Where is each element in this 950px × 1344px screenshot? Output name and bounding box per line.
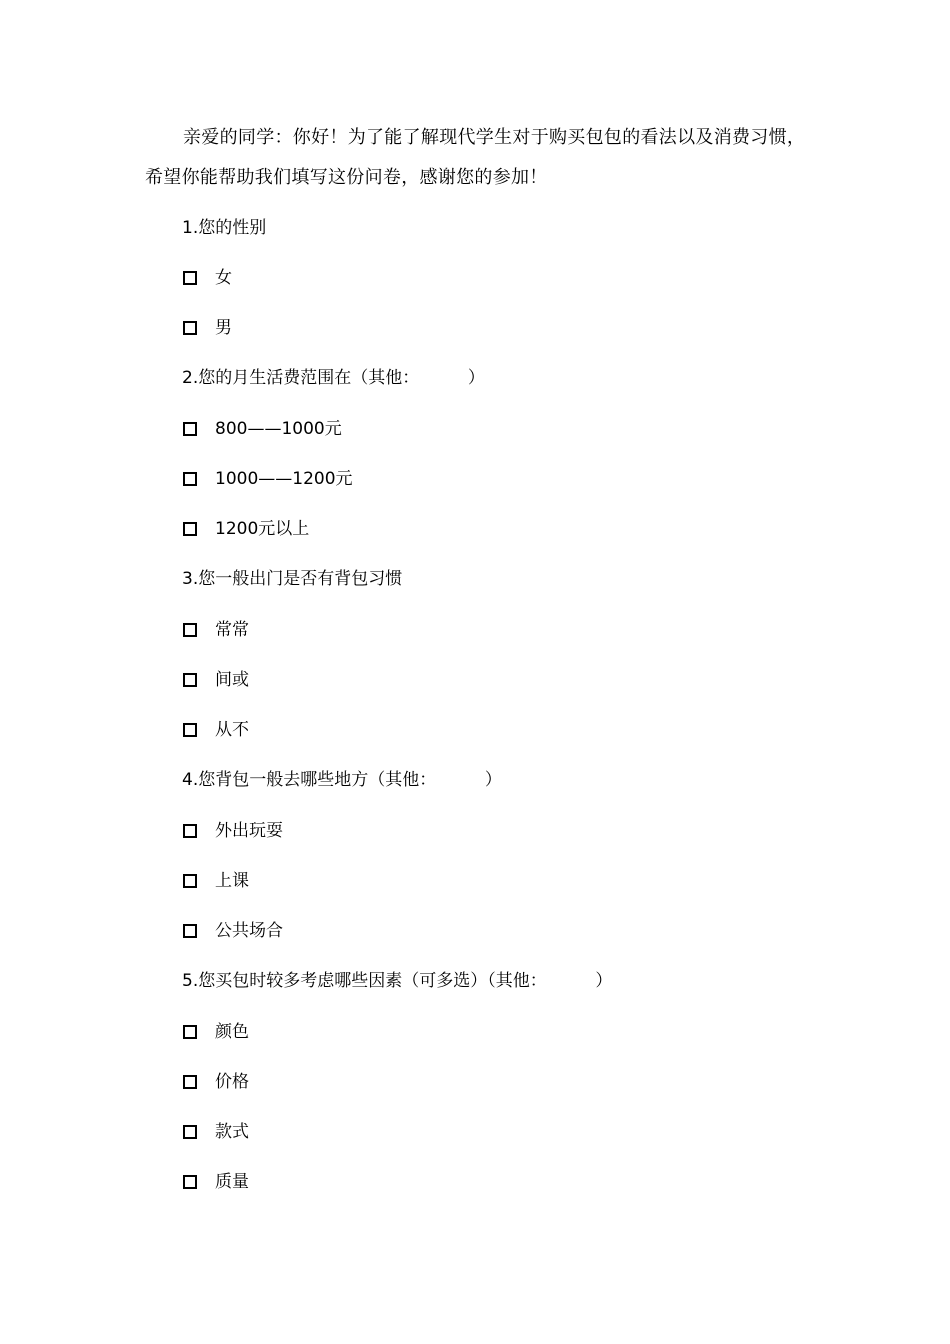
checkbox-icon[interactable]: [183, 1175, 197, 1189]
option-label: 公共场合: [215, 921, 283, 941]
checkbox-icon[interactable]: [183, 1025, 197, 1039]
question-4-option-3[interactable]: [183, 919, 283, 943]
intro-paragraph: 亲爱的同学：你好！为了能了解现代学生对于购买包包的看法以及消费习惯，希望你能帮助我们填写这份问卷，感谢您的参加！: [145, 127, 806, 188]
checkbox-icon[interactable]: [183, 673, 197, 687]
checkbox-icon[interactable]: [183, 1125, 197, 1139]
option-label: 质量: [215, 1172, 249, 1192]
option-label: 1200元以上: [215, 519, 310, 539]
question-3-title: 3.您一般出门是否有背包习惯: [182, 569, 403, 589]
question-3-option-3[interactable]: [183, 718, 249, 742]
option-label: 常常: [215, 620, 249, 640]
option-label: 外出玩耍: [215, 821, 283, 841]
option-label: 男: [215, 318, 232, 338]
checkbox-icon[interactable]: [183, 723, 197, 737]
question-1-option-1[interactable]: [183, 266, 232, 290]
question-3-option-2[interactable]: [183, 668, 249, 692]
checkbox-icon[interactable]: [183, 824, 197, 838]
checkbox-icon[interactable]: [183, 1075, 197, 1089]
option-label: 1000——1200元: [215, 469, 353, 489]
option-label: 800——1000元: [215, 419, 342, 439]
question-3-option-1[interactable]: [183, 618, 249, 642]
option-label: 从不: [215, 720, 249, 740]
checkbox-icon[interactable]: [183, 924, 197, 938]
question-1-option-2[interactable]: [183, 316, 232, 340]
question-1-title: 1.您的性别: [182, 218, 267, 238]
question-2-title: 2.您的月生活费范围在（其他： ）: [182, 368, 485, 388]
question-2-option-3[interactable]: [183, 517, 309, 541]
checkbox-icon[interactable]: [183, 623, 197, 637]
question-4-title: 4.您背包一般去哪些地方（其他： ）: [182, 770, 502, 790]
checkbox-icon[interactable]: [183, 522, 197, 536]
option-label: 款式: [215, 1122, 249, 1142]
question-5-option-2[interactable]: [183, 1070, 249, 1094]
checkbox-icon[interactable]: [183, 422, 197, 436]
option-label: 价格: [215, 1072, 249, 1092]
checkbox-icon[interactable]: [183, 271, 197, 285]
question-5-title: 5.您买包时较多考虑哪些因素（可多选）（其他： ）: [182, 971, 613, 991]
question-2-option-2[interactable]: [183, 467, 353, 491]
option-label: 上课: [215, 871, 249, 891]
question-5-option-1[interactable]: [183, 1020, 249, 1044]
question-4-option-1[interactable]: [183, 819, 283, 843]
checkbox-icon[interactable]: [183, 874, 197, 888]
checkbox-icon[interactable]: [183, 321, 197, 335]
option-label: 间或: [215, 670, 249, 690]
question-5-option-4[interactable]: [183, 1170, 249, 1194]
option-label: 颜色: [215, 1022, 249, 1042]
question-2-option-1[interactable]: [183, 417, 342, 441]
question-5-option-3[interactable]: [183, 1120, 249, 1144]
option-label: 女: [215, 268, 232, 288]
checkbox-icon[interactable]: [183, 472, 197, 486]
question-4-option-2[interactable]: [183, 869, 249, 893]
